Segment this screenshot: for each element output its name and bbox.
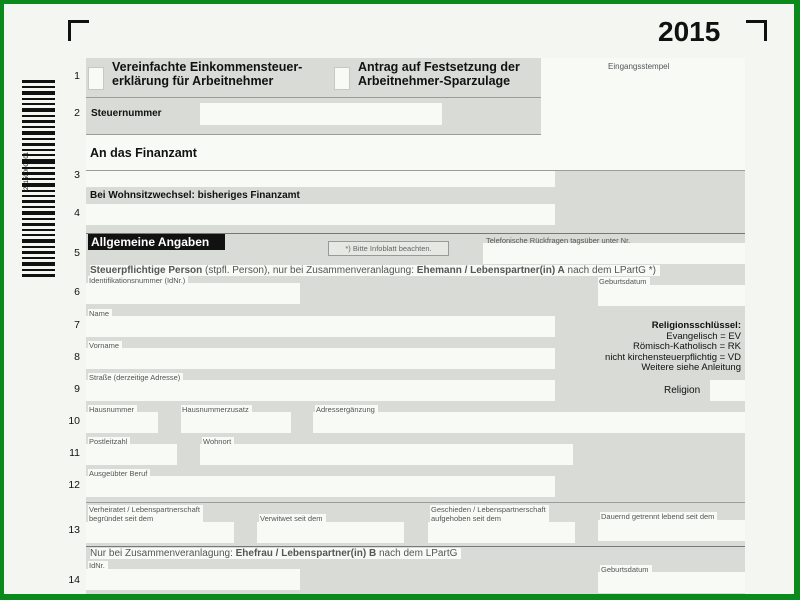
adressergaenzung-label: Adressergänzung bbox=[315, 405, 378, 414]
person-a-mid: (stpfl. Person), nur bei Zusammenveranlagung: bbox=[202, 265, 417, 276]
geschieden-label: Geschieden / Lebenspartnerschaft aufgehoben seit dem bbox=[430, 505, 549, 523]
geburtsdatum-input[interactable] bbox=[598, 285, 745, 306]
row-number: 7 bbox=[74, 319, 80, 331]
postleitzahl-input[interactable] bbox=[86, 444, 177, 465]
religion-input[interactable] bbox=[710, 380, 745, 401]
hausnummer-label: Hausnummer bbox=[88, 405, 137, 414]
row-number: 8 bbox=[74, 351, 80, 363]
row-number: 6 bbox=[74, 286, 80, 298]
person-a-suffix: nach dem LPartG *) bbox=[564, 265, 656, 276]
person-b-bold: Ehefrau / Lebenspartner(in) B bbox=[235, 548, 377, 559]
person-a-heading bbox=[90, 265, 660, 276]
row-number: 10 bbox=[68, 415, 80, 427]
verwitwet-input[interactable] bbox=[257, 522, 404, 543]
religion-key bbox=[564, 321, 741, 374]
adressergaenzung-input[interactable] bbox=[313, 412, 745, 433]
idnr-label: Identifikationsnummer (IdNr.) bbox=[88, 276, 188, 285]
religion-key-line: Evangelisch = EV bbox=[666, 330, 741, 342]
beruf-input[interactable] bbox=[86, 476, 555, 497]
infoblatt-note: *) Bitte Infoblatt beachten. bbox=[328, 241, 449, 256]
idnr-b-label: IdNr. bbox=[88, 561, 108, 570]
telefon-label: Telefonische Rückfragen tagsüber unter Nr. bbox=[486, 236, 631, 245]
hausnummerzusatz-label: Hausnummerzusatz bbox=[181, 405, 252, 414]
religion-key-line: nicht kirchensteuerpflichtig = VD bbox=[605, 351, 741, 363]
vorname-label: Vorname bbox=[88, 341, 122, 350]
row-number: 5 bbox=[74, 247, 80, 259]
option-vereinfachte-erklaerung: Vereinfachte Einkommensteuer- erklärung für Arbeitnehmer bbox=[112, 60, 303, 88]
checkbox-vereinfachte-erklaerung[interactable] bbox=[88, 67, 104, 90]
religion-key-line: Römisch-Katholisch = RK bbox=[633, 341, 741, 352]
person-b-heading bbox=[90, 548, 461, 559]
row-number: 13 bbox=[68, 524, 80, 536]
row-number: 3 bbox=[74, 169, 80, 181]
option-sparzulage: Antrag auf Festsetzung der Arbeitnehmer-Sparzulage bbox=[358, 60, 520, 88]
person-b-suffix: nach dem LPartG bbox=[376, 548, 458, 559]
wohnort-label: Wohnort bbox=[202, 437, 234, 446]
idnr-b-input[interactable] bbox=[86, 569, 300, 590]
finanzamt-label: An das Finanzamt bbox=[90, 146, 197, 160]
verheiratet-input[interactable] bbox=[86, 522, 234, 543]
name-input[interactable] bbox=[86, 316, 555, 337]
person-a-prefix: Steuerpflichtige Person bbox=[90, 265, 203, 276]
tax-form-page bbox=[4, 4, 794, 594]
postleitzahl-label: Postleitzahl bbox=[88, 437, 130, 446]
row-number: 14 bbox=[68, 574, 80, 586]
wohnsitzwechsel-label: Bei Wohnsitzwechsel: bisheriges Finanzamt bbox=[90, 190, 300, 201]
person-a-bold: Ehemann / Lebenspartner(in) A bbox=[416, 265, 565, 276]
religion-key-line: Weitere siehe Anleitung bbox=[641, 362, 741, 373]
form-year: 2015 bbox=[658, 16, 721, 47]
hausnummerzusatz-input[interactable] bbox=[181, 412, 291, 433]
corner-mark-top-right bbox=[746, 20, 767, 41]
steuernummer-label: Steuernummer bbox=[91, 108, 162, 119]
strasse-label: Straße (derzeitige Adresse) bbox=[88, 373, 183, 382]
row-number: 2 bbox=[74, 107, 80, 119]
hausnummer-input[interactable] bbox=[86, 412, 158, 433]
strasse-input[interactable] bbox=[86, 380, 555, 401]
geburtsdatum-b-label: Geburtsdatum bbox=[600, 565, 652, 574]
geburtsdatum-b-input[interactable] bbox=[598, 572, 745, 593]
beruf-label: Ausgeübter Beruf bbox=[88, 469, 150, 478]
vorname-input[interactable] bbox=[86, 348, 555, 369]
row-number: 11 bbox=[69, 447, 80, 459]
row-number: 9 bbox=[74, 383, 80, 395]
religion-key-title: Religionsschlüssel: bbox=[651, 320, 741, 331]
row-number: 4 bbox=[74, 207, 80, 219]
verheiratet-label: Verheiratet / Lebenspartnerschaft begründet seit dem bbox=[88, 505, 203, 523]
row-number: 1 bbox=[74, 70, 80, 82]
bisheriges-finanzamt-input[interactable] bbox=[86, 204, 555, 225]
getrennt-label: Dauernd getrennt lebend seit dem bbox=[600, 512, 717, 521]
person-b-prefix: Nur bei Zusammenveranlagung: bbox=[90, 548, 236, 559]
geburtsdatum-label: Geburtsdatum bbox=[598, 277, 650, 286]
corner-mark-top-left bbox=[68, 20, 89, 41]
barcode-number: 2015000G001 bbox=[24, 151, 30, 190]
getrennt-input[interactable] bbox=[598, 520, 745, 541]
row-number: 12 bbox=[68, 479, 80, 491]
religion-label: Religion bbox=[664, 385, 701, 396]
eingangsstempel-label: Eingangsstempel bbox=[608, 62, 670, 71]
checkbox-sparzulage[interactable] bbox=[334, 67, 350, 90]
geschieden-input[interactable] bbox=[428, 522, 575, 543]
section-title: Allgemeine Angaben bbox=[88, 234, 225, 250]
steuernummer-input[interactable] bbox=[200, 103, 442, 125]
eingangsstempel-box bbox=[541, 58, 745, 170]
wohnort-input[interactable] bbox=[200, 444, 573, 465]
telefon-input[interactable] bbox=[483, 243, 745, 264]
name-label: Name bbox=[88, 309, 112, 318]
verwitwet-label: Verwitwet seit dem bbox=[259, 514, 326, 523]
idnr-input[interactable] bbox=[86, 283, 300, 304]
